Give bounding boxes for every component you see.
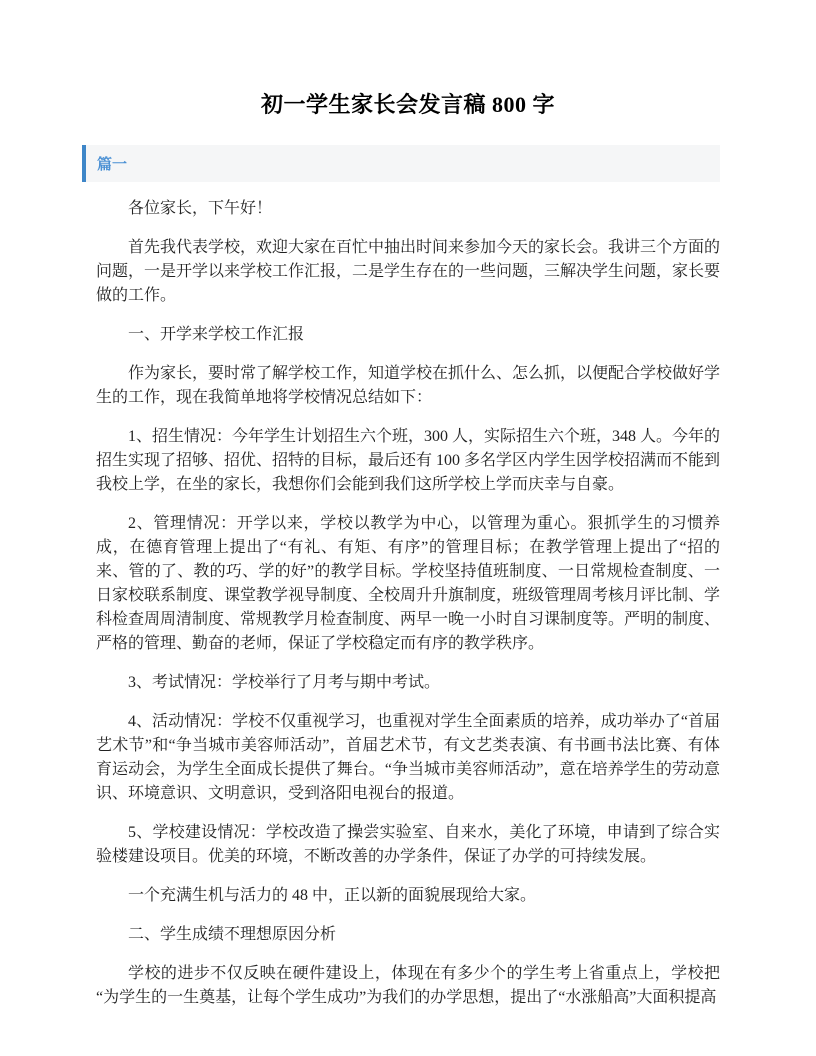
heading-section-1: 一、开学来学校工作汇报 bbox=[128, 326, 305, 343]
paragraph-management: 2、管理情况：开学以来，学校以教学为中心，以管理为重心。狠抓学生的习惯养成，在德育管理上提出了“有礼、有矩、有序”的管理目标；在教学管理上提出了“招的来、管的了、教的巧、学的好”的教学目标。学校坚持值班制度、一日常规检查制度、一日家校联系制度、课堂教学视导制度、全校周升升旗制度，班级管理周考核月评比制、学科检查周周清制度、常规教学月检查制度、两早一晚一小时自习课制度等。严明的制度、严格的管理、勤奋的老师，保证了学校稳定而有序的教学秩序。 bbox=[96, 515, 721, 652]
paragraph-activities: 4、活动情况：学校不仅重视学习，也重视对学生全面素质的培养，成功举办了“首届艺术节”和“争当城市美容师活动”，首届艺术节，有文艺类表演、有书画书法比赛、有体育运动会，为学生全面成长提供了舞台。“争当城市美容师活动”，意在培养学生的劳动意识、环境意识、文明意识，受到洛阳电视台的报道。 bbox=[96, 713, 720, 802]
section-label: 篇一 bbox=[97, 156, 128, 173]
document-body bbox=[96, 197, 720, 1010]
paragraph-progress: 学校的进步不仅反映在硬件建设上，体现在有多少个的学生考上省重点上，学校把“为学生的一生奠基，让每个学生成功”为我们的办学思想，提出了“水涨船高”大面积提高 bbox=[96, 965, 720, 1006]
paragraph-construction: 5、学校建设情况：学校改造了操尝实验室、自来水，美化了环境，申请到了综合实验楼建设项目。优美的环境，不断改善的办学条件，保证了办学的可持续发展。 bbox=[96, 824, 720, 865]
paragraph-enrollment: 1、招生情况：今年学生计划招生六个班，300 人，实际招生六个班，348 人。今年的招生实现了招够、招优、招特的目标，最后还有 100 多名学区内学生因学校招满而不能到我校上学，在坐的家长，我想你们会能到我们这所学校上学而庆幸与自豪。 bbox=[96, 428, 721, 493]
paragraph-exams: 3、考试情况：学校举行了月考与期中考试。 bbox=[128, 674, 441, 691]
document-title: 初一学生家长会发言稿 800 字 bbox=[260, 92, 555, 117]
heading-section-2: 二、学生成绩不理想原因分析 bbox=[128, 926, 337, 943]
paragraph-school-outlook: 一个充满生机与活力的 48 中，正以新的面貌展现给大家。 bbox=[128, 887, 537, 904]
paragraph-greeting: 各位家长，下午好！ bbox=[128, 200, 273, 217]
section-header bbox=[82, 145, 720, 182]
paragraph-overview: 作为家长，要时常了解学校工作，知道学校在抓什么、怎么抓，以便配合学校做好学生的工作，现在我简单地将学校情况总结如下： bbox=[96, 365, 721, 406]
paragraph-intro: 首先我代表学校，欢迎大家在百忙中抽出时间来参加今天的家长会。我讲三个方面的问题，一是开学以来学校工作汇报，二是学生存在的一些问题，三解决学生问题，家长要做的工作。 bbox=[96, 239, 721, 304]
